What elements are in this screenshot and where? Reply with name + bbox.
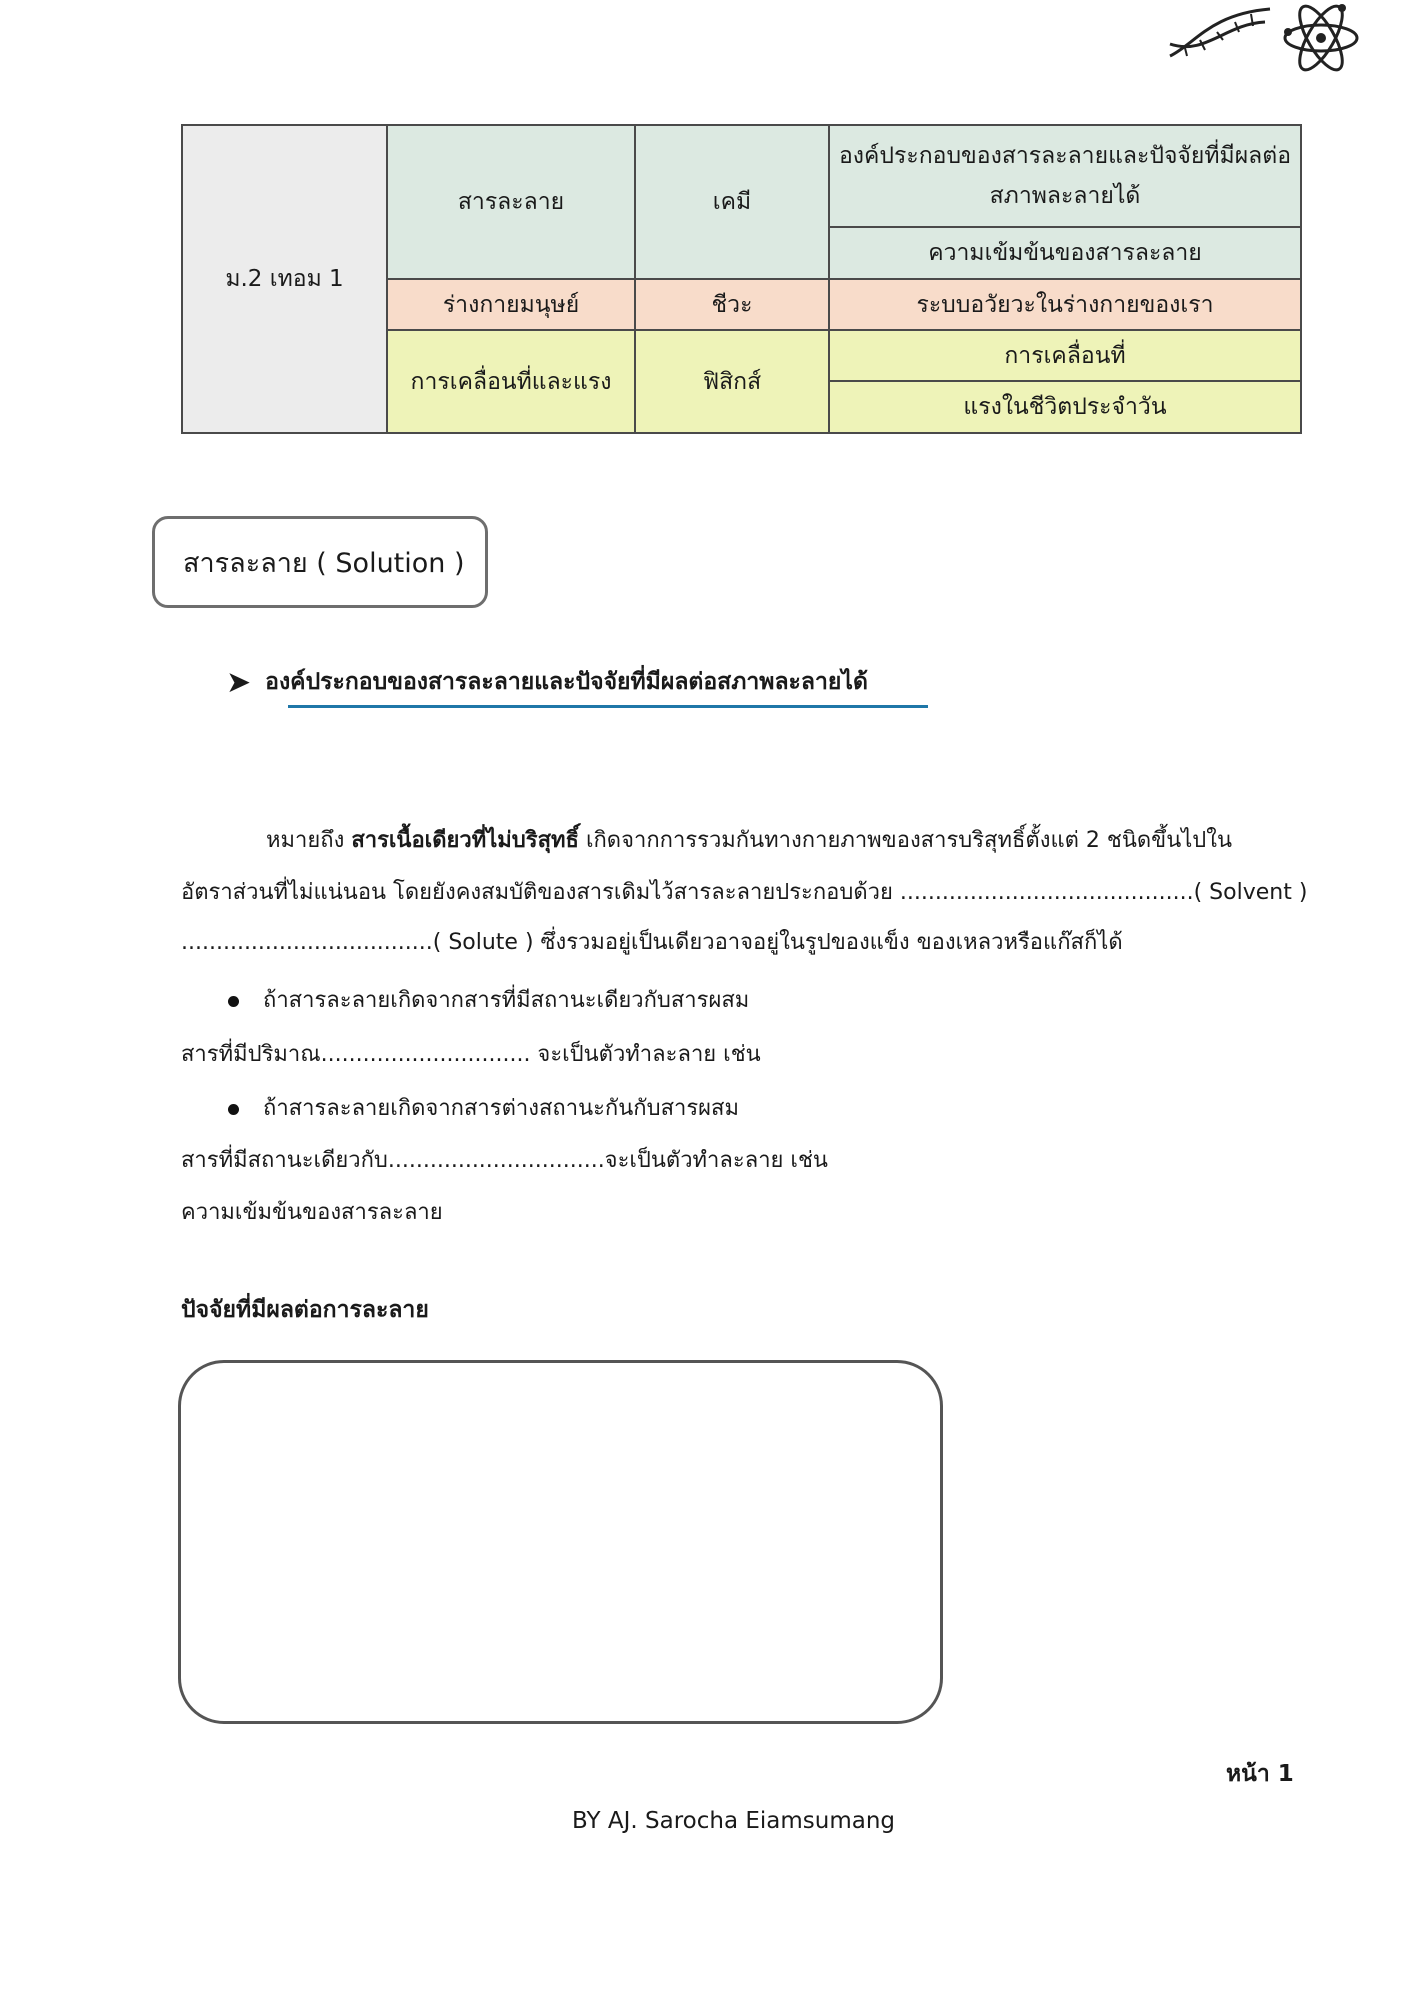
- topic-cell: แรงในชีวิตประจำวัน: [829, 381, 1301, 433]
- arrow-bullet-icon: ➤: [226, 664, 252, 700]
- dna-icon: [1165, 4, 1275, 62]
- unit-cell: สารละลาย: [387, 125, 635, 279]
- topic-cell: ความเข้มข้นของสารละลาย: [829, 227, 1301, 279]
- subject-cell: เคมี: [635, 125, 829, 279]
- section-title: สารละลาย ( Solution ): [183, 547, 465, 579]
- bullet-item: ถ้าสารละลายเกิดจากสารต่างสถานะกันกับสารผสม: [228, 1094, 739, 1125]
- bullet-item: ถ้าสารละลายเกิดจากสารที่มีสถานะเดียวกับสารผสม: [228, 986, 749, 1017]
- heading-underline: [288, 705, 928, 708]
- topic-cell: ระบบอวัยวะในร่างกายของเรา: [829, 279, 1301, 330]
- subject-cell: ชีวะ: [635, 279, 829, 330]
- definition-line-1: หมายถึง สารเนื้อเดียวที่ไม่บริสุทธิ์ เกิดจากการรวมกันทางกายภาพของสารบริสุทธิ์ตั้งแต่ 2 ชนิดขึ้นไปใน: [266, 828, 1233, 853]
- bullet-continuation: สารที่มีสถานะเดียวกับ...............................จะเป็นตัวทำละลาย เช่น: [181, 1148, 828, 1173]
- topic-cell: องค์ประกอบของสารละลายและปัจจัยที่มีผลต่อสภาพละลายได้: [829, 125, 1301, 227]
- grade-term-cell: ม.2 เทอม 1: [182, 125, 387, 433]
- section-title-box: [152, 516, 488, 608]
- factors-box: [178, 1360, 943, 1724]
- section-heading-text: องค์ประกอบของสารละลายและปัจจัยที่มีผลต่อสภาพละลายได้: [265, 669, 868, 695]
- unit-cell: ร่างกายมนุษย์: [387, 279, 635, 330]
- curriculum-table: [181, 124, 1302, 434]
- definition-line-2: อัตราส่วนที่ไม่แน่นอน โดยยังคงสมบัติของสารเดิมไว้สารละลายประกอบด้วย ..........................................( Solvent ): [181, 880, 1308, 905]
- definition-line-3: ....................................( Solute ) ซึ่งรวมอยู่เป็นเดียวอาจอยู่ในรูปของแข็ง ของเหลวหรือแก๊สก็ได้: [181, 930, 1123, 955]
- bullet-dot-icon: [228, 996, 239, 1007]
- bullet-dot-icon: [228, 1104, 239, 1115]
- factors-title: ปัจจัยที่มีผลต่อการละลาย: [181, 1297, 429, 1323]
- byline: BY AJ. Sarocha Eiamsumang: [572, 1808, 896, 1834]
- unit-cell: การเคลื่อนที่และแรง: [387, 330, 635, 433]
- atom-icon: [1280, 2, 1362, 74]
- subject-cell: ฟิสิกส์: [635, 330, 829, 433]
- page-number: หน้า 1: [1226, 1761, 1294, 1787]
- bullet-continuation: สารที่มีปริมาณ.............................. จะเป็นตัวทำละลาย เช่น: [181, 1042, 761, 1067]
- concentration-line: ความเข้มข้นของสารละลาย: [181, 1200, 443, 1225]
- topic-cell: การเคลื่อนที่: [829, 330, 1301, 381]
- section-heading: [226, 664, 868, 700]
